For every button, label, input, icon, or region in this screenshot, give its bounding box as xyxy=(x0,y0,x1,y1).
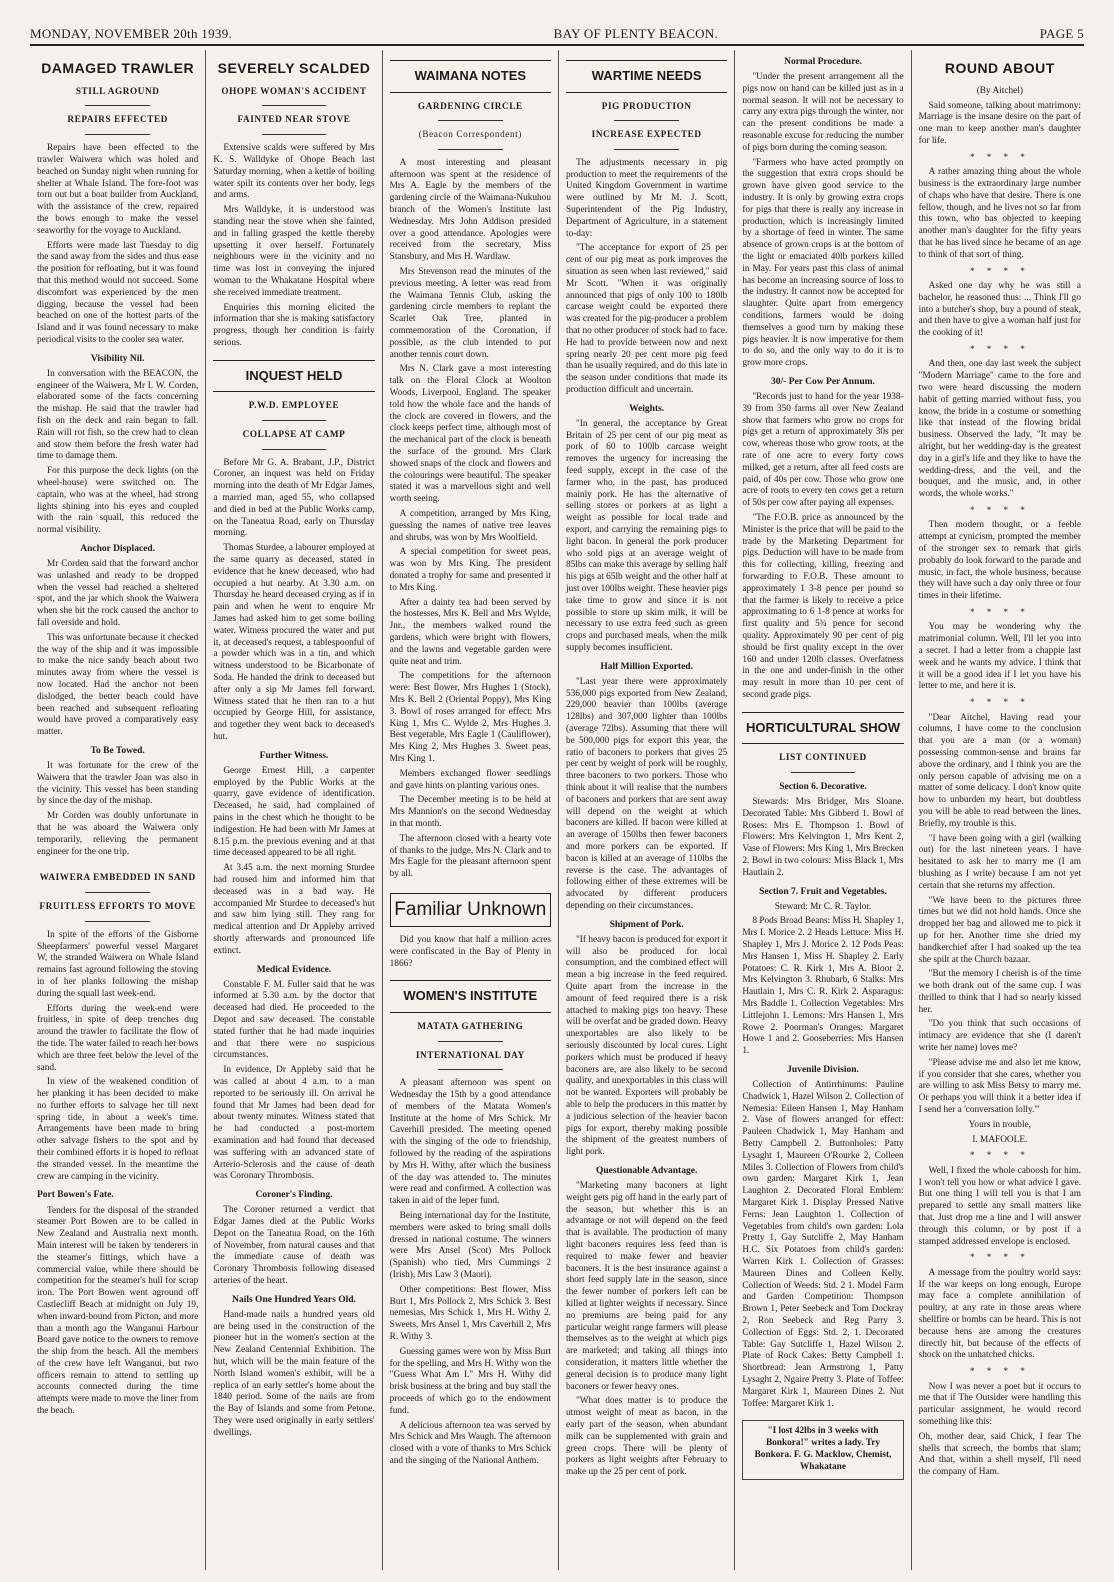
paragraph: Mrs Stevenson read the minutes of the previous meeting. A letter was read from the Waimana Tennis Club, asking the gardening circle members to replant the Scarlet Oak Tree, planted in commemoration of the Coronation, if possible, as the club intended to put another tennis court down. xyxy=(389,267,551,360)
issue-date: MONDAY, NOVEMBER 20th 1939. xyxy=(30,26,233,41)
paragraph: Members exchanged flower seedlings and gave hints on planting various ones. xyxy=(389,768,551,791)
paragraph: The December meeting is to be held at Mrs Mannion's on the second Wednesday in that month. xyxy=(389,795,551,829)
paragraph: Mr Corden said that the forward anchor was unlashed and ready to be dropped when the vessel had reached a sheltered spot, and the jar which shook the Waiwera when she bit the rock caused the anchor to fall overside and hold. xyxy=(37,558,199,628)
paragraph: "The acceptance for export of 25 per cent of our pig meat as pork improves the situation as seen when last reviewed," said Mr Scott. "When it was originally announced that pigs of only 100 to 180lb carcase weight could be exported there was created for the pig-producer a problem that no other producer of stock had to face. He had to provide between now and next spring nearly 20 per cent more pig feed than he usually required, and do this late in the season under conditions that made its production difficult and uncertain. xyxy=(565,243,728,396)
stars-separator: * * * * xyxy=(969,606,1030,617)
paragraph: Collection of Antirrhinums: Pauline Chadwick 1, Hazel Wilson 2. Collection of Nemesia: Eileen Hansen 1, May Hanham 2. Vase of flowers arranged for effect: Pauleen Chadwick 1, May Hanham and Betty Campbell 2. Buttonholes: Patty Lysaght 1, Maureen O'Rourke 2, Colleen Miles 3. Collection of Flowers from child's own garden: Margaret Kirk 1, Jean Laughton 2. Decorated Floral Emblem: Margaret Kirk 1. Display Pressed Native Ferns: Jean Laughton 1. Collection of Vegetables from child's own garden: Lola Pretty 1, Gay Sutcliffe 2, May Hanham H.C. Six Potatoes from child's garden: Warren Kirk 1. Collection of Grasses: Maureen Dines and Colleen Kelly. Collection of Weeds: Std. 2 1. Model Farm and Garden Competition: Thompson Brown 1, Peter Seebeck and Tom Dockray 2, Ron Seebeck and Reg Parry 3. Collection of Eggs: Std. 2, 1. Decorated Table: Gay Sutcliffe 1, Hazel Wilson 2. Plate of Rock Cakes: Betty Campbell 1. Shortbread: Jean Armstrong 1, Patty Lysaght 2, Ngaire Pretty 3. Plate of Toffee: Margaret Kirk 1, Maureen Dines 2. Nut Toffee: Margaret Kirk 1. xyxy=(742,1080,904,1409)
headline-severely-scalded: SEVERELY SCALDED xyxy=(217,60,371,76)
paragraph: Mrs N. Clark gave a most interesting talk on the Floral Clock at Woolton Woods, Liverpool, England. The speaker told how the whole face and the hands of the clock are covered in flowers, and the clock keeps perfect time, although most of the mechanical part of the clock is beneath the surface of the ground. Mrs Clark showed snaps of the clock and flowers and the colourings were beautiful. The speaker stated it was a marvellous sight and well worth seeing. xyxy=(389,364,551,505)
subheading: 30/- Per Cow Per Annum. xyxy=(771,376,875,387)
headline-wartime-needs: WARTIME NEEDS xyxy=(566,60,727,93)
subheading: Normal Procedure. xyxy=(784,57,862,67)
paragraph: A message from the poultry world says: If the war keeps on long enough, Europe may face a complete annihilation of poultry, at any rate in those areas where shellfire or bombs can be heard. This is not because hens are among the creatures directly hit, but because of the effects of shock on the unhatched chicks. xyxy=(918,1267,1081,1361)
subheading: Further Witness. xyxy=(259,750,329,761)
page-columns xyxy=(30,50,1088,1570)
divider xyxy=(438,149,503,150)
paragraph: Efforts during the week-end were fruitless, in spite of deep trenches dug around the trawler to facilitate the flow of the tide. The water failed to reach her bows which are three feet below the level of the sand. xyxy=(37,1003,199,1073)
divider xyxy=(262,134,327,135)
paragraph: Asked one day why he was still a bachelor, he reasoned thus: ... Think I'll go into a butcher's shop, buy a pound of steak, and then have to give a woman half just for the cooking of it! xyxy=(918,280,1081,339)
divider xyxy=(614,149,679,150)
paragraph: This was unfortunate because it checked the way of the ship and it was impossible to make the nice sandy beach about two minutes away from where the vessel is now located. Had the anchor not been dislodged, the better beach could have been reached and subsequent refloating would have proved a comparatively easy matter. xyxy=(37,632,199,738)
deck: FRUITLESS EFFORTS TO MOVE xyxy=(39,901,196,912)
headline-inquest-held: INQUEST HELD xyxy=(213,360,374,393)
column-6 xyxy=(912,50,1088,1570)
paragraph: Enquiries this morning elicited the information that she is making satisfactory progress, though her condition is fairly serious. xyxy=(213,302,375,348)
paragraph: Now I was never a poet but it occurs to me that if The Outsider were handling this particular assignment, he would record something like this: xyxy=(918,1381,1081,1428)
headline-horticultural-show: HORTICULTURAL SHOW xyxy=(742,712,903,745)
familiar-unknown-box: Familiar Unknown xyxy=(390,893,551,927)
divider xyxy=(438,120,503,121)
paragraph: "If heavy bacon is produced for export it will also be produced for local consumption, and the combined effect will mean a big increase in the feed required. Quite apart from the increase in the amount of feed required there is a risk attached to making pigs too heavy. These will be overfat and be graded down. Heavy unexportables are also likely to be seriously discounted by local cures. Light porkers which must be produced if heavy baconers are, are also likely to be second quality, and unexportables in this class will not be wanted. Exporters will probably be able to help the producers in this matter by a judicious selection of the heavier bacon pigs for export, thereby making possible the shipment of the greatest numbers of light pork. xyxy=(565,934,728,1158)
paragraph: The competitions for the afternoon were: Best flower, Mrs Hughes 1 (Stock), Mrs K. Bell 2 (Oriental Poppy), Mrs King 3. Bowl of roses arranged for effect: Mrs King 1, Mrs C. Wylde 2, Mrs Hughes 3. Best vegetable, Mrs Eagle 1 (Cauliflower), Mrs King 2, Mrs Hughes 3. Sweet peas, Mrs King 1. xyxy=(389,671,551,764)
stars-separator: * * * * xyxy=(969,343,1030,354)
paragraph: For this purpose the deck lights (on the wheel-house) were switched on. The captain, who was at the wheel, had strong lights shining into his eyes and coupled with the rain squall, this reduced the normal visibility. xyxy=(37,466,199,536)
signoff: Yours in trouble, xyxy=(968,1119,1031,1130)
deck: P.W.D. EMPLOYEE xyxy=(248,400,340,411)
bonkora-advert: "I lost 42lbs in 3 weeks with Bonkora!" writes a lady. Try Bonkora. F. G. Macklow, Chemist, Whakatane xyxy=(742,1420,903,1479)
divider xyxy=(438,1069,503,1070)
paragraph: Constable F. M. Fuller said that he was informed at 5.30 a.m. by the doctor that deceased had died. He proceeded to the Depot and saw deceased. The constable stated further that he had made inquiries and that there were no suspicious circumstances. xyxy=(213,979,375,1061)
divider xyxy=(85,921,150,922)
paragraph: Hand-made nails a hundred years old are being used in the construction of the pioneer hut in the women's section at the New Zealand Centennial Exhibition. The hut, which will be the main feature of the North Island women's exhibit, will be a replica of an early settler's home about the 1840 period. Some of the nails are from the Bay of Islands and some from Petone. They were used originally in early settlers' dwellings. xyxy=(213,1309,375,1438)
divider xyxy=(85,105,150,106)
steward-line: Steward: Mr C. R. Taylor. xyxy=(774,901,872,912)
paragraph: It was fortunate for the crew of the Waiwera that the trawler Joan was also in the vicinity. This vessel has been standing by since the day of the mishap. xyxy=(37,760,199,807)
divider xyxy=(262,420,327,421)
column-1 xyxy=(30,50,206,1570)
paragraph: The Coroner returned a verdict that Edgar James died at the Public Works Depot on the Taneatua Road, on the 16th of November, from natural causes and that the immediate cause of death was Coronary Thrombosis following diseased arteries of the heart. xyxy=(213,1205,375,1286)
stars-separator: * * * * xyxy=(969,1252,1030,1263)
paragraph: Extensive scalds were suffered by Mrs K. S. Walldyke of Ohope Beach last Saturday morning, when a kettle of boiling water spilt its contents over her body, legs and arms. xyxy=(213,143,375,201)
paragraph: "Last year there were approximately 536,000 pigs exported from New Zealand, 229,000 heavier than 100lbs (average 128lbs) and 307,000 lighter than 100lbs (average 72lbs). Assuming that there will be 500,000 pigs for export this year, the ratio of baconers to porkers that gives 25 per cent by weight of pork will be roughly, three baconers to two porkers. Those who think about it will realise that the numbers of baconers and porkers that are sent away will depend on the weight at which baconers are killed. If bacon were killed at an average of 150lbs then fewer baconers and more porkers can be exported. If bacon is killed at an average of 110lbs the reverse is the case. The advantages of following either of these extremes will be advocated by different producers depending on their circumstances. xyxy=(565,676,728,912)
divider xyxy=(791,772,856,773)
deck: MATATA GATHERING xyxy=(417,1020,524,1031)
deck: LIST CONTINUED xyxy=(779,752,867,763)
subheading: Anchor Displaced. xyxy=(80,543,156,554)
paragraph: Stewards: Mrs Bridger, Mrs Sloane. Decorated Table: Mrs Gibberd 1. Bowl of Roses: Mrs E. Thompson 1. Bowl of Flowers: Mrs Kelvington 1, Mrs Kent 2, Vase of Flowers: Mrs King 1, Mrs Brecken 2. Bowl in two colours: Miss Black 1, Mrs Hautlain 2. xyxy=(742,797,904,878)
subheading: Juvenile Division. xyxy=(787,1065,859,1076)
signature-name: I. MAFOOLE. xyxy=(972,1134,1028,1145)
paragraph: 8 Pods Broad Beans: Miss H. Shapley 1, Mrs I. Morice 2. 2 Heads Lettuce: Miss H. Shapley 1, Mrs J. Morice 2. 12 Pods Peas: Mrs Hansen 1, Miss H. Shapley 2. Early Potatoes: C. R. Kirk 1, Mrs A. Bloor 2. Mrs Kelvington 3. Rhubarb, 6 Stalks: Mrs Hautlain 1, Mrs C. R. Kirk 2. Asparagus: Mrs Baddle 1. Collection Vegetables: Mrs Littlejohn 1. Lemons: Mrs Hansen 1, Mrs Rowe 2. Poorman's Oranges: Margaret Howe 1 and 2. Gooseberries: Mrs Hansen 1. xyxy=(742,916,904,1057)
paragraph: Well, I fixed the whole caboosh for him. I won't tell you how or what advice I gave. But one thing I will tell you is that I am prepared to settle any small matters like that. Just drop me a line and I will answer through this column, or by post if a stamped addressed envelope is enclosed. xyxy=(918,1165,1081,1247)
headline-round-about: ROUND ABOUT xyxy=(944,60,1055,76)
deck: INCREASE EXPECTED xyxy=(591,129,702,140)
paragraph: A pleasant afternoon was spent on Wednesday the 15th by a good attendance of members of the Matata Women's Institute at the home of Mrs Schick. Mr Caverhill presided. The meeting opened with the singing of the ode to friendship, followed by the reading of the aspirations by Mrs H. Withy, after which the business of the day was attended to. The minutes were read and confirmed. A collection was taken in aid of the leper fund. xyxy=(389,1078,551,1207)
paragraph: Said someone, talking about matrimony: Marriage is the insane desire on the part of one man to keep another man's daughter for life. xyxy=(918,100,1081,146)
masthead xyxy=(30,22,1084,46)
paragraph: In conversation with the BEACON, the engineer of the Waiwera, Mr I. W. Corden, elaborated some of the facts concerning the mishap. He said that the trawler had fish on the deck and rain began to fall. Rain will rot fish, so the crew had to clean and stow them before the fresh water had time to damage them. xyxy=(37,368,199,462)
subheading: Coroner's Finding. xyxy=(255,1190,333,1201)
divider xyxy=(438,1041,503,1042)
subheading: Shipment of Pork. xyxy=(609,919,684,930)
deck: OHOPE WOMAN'S ACCIDENT xyxy=(221,85,367,96)
stars-separator: * * * * xyxy=(969,697,1030,708)
headline-waimana-notes: WAIMANA NOTES xyxy=(390,60,551,93)
column-4 xyxy=(559,50,735,1570)
paragraph: At 3.45 a.m. the next morning Sturdee had roused him and informed him that deceased was in a bad way. He accompanied Mr Sturdee to deceased's hut and saw him lying still. They rang for medical attention and Dr Appleby arrived shortly afterwards and pronounced life extinct. xyxy=(213,863,375,956)
paragraph: In spite of the efforts of the Gisborne Sheepfarmers' powerful vessel Margaret W, the stranded Waiwera on Whale Island remains fast aground following the stoving in of her planks following the mishap during the squall last week-end. xyxy=(37,929,199,999)
column-2 xyxy=(206,50,382,1570)
byline: (By Aitchel) xyxy=(976,85,1023,96)
paper-title: BAY OF PLENTY BEACON. xyxy=(553,26,719,41)
subheading: Section 7. Fruit and Vegetables. xyxy=(759,886,887,897)
divider xyxy=(85,134,150,135)
paragraph: A special competition for sweet peas, was won by Mrs King. The president donated a trophy for same and presented it to Mrs King. xyxy=(389,547,551,593)
paragraph: "We have been to the pictures three times but we did not hold hands. Once she dropped her bag and allowed me to pick it up for her. Another time she dried my handkerchief after I had soaked up the tea she spilt at the Church bazaar. xyxy=(918,895,1081,965)
paragraph: "Do you think that such occasions of intimacy are evidence that she (I daren't write her name) loves me? xyxy=(918,1019,1081,1054)
paragraph: Tenders for the disposal of the stranded steamer Port Bowen are to be called in New Zealand and Australia next month. Main interest will be taken by tenderers in the steamer's fittings, which have a commercial value, while there should be competition for the steamer's hull for scrap iron. The Port Bowen went aground off Castlecliff Beach at midnight on July 19, when inward-bound from Picton, and more than a month ago the Wanganui Harbour Board gave notice to the owners to remove the ship from the beach. All the members of the crew have left Wanganui, but two officers remain to attend to settling up accounts connected during the time attempts were made to move the liner from the beach. xyxy=(37,1205,199,1417)
paragraph: "Records just to hand for the year 1938-39 from 350 farms all over New Zealand show that farmers who grow no crops for pigs get a return of approximately 30s per cow, whereas those who grow roots, at the rate of one acre to every forty cows milked, get a return, after all feed costs are paid, of 40s per cow. Those who grow one acre of roots to every ten cows get a return of 50s per cow after paying all expenses. xyxy=(742,392,904,509)
divider xyxy=(262,449,327,450)
paragraph: A delicious afternoon tea was served by Mrs Schick and Mrs Waugh. The afternoon closed with a vote of thanks to Mrs Schick and the singing of the National Anthem. xyxy=(389,1420,551,1466)
paragraph: "In general, the acceptance by Great Britain of 25 per cent of our pig meat as pork of 60 to 100lb carcase weight removes the urgency for increasing the feed supply, except in the case of the farmer who, in the past, has produced mainly pork. He has the alternative of selling stores or porkers at as light a weight as possible for local trade and export, and carrying the remaining pigs to light bacon. In general the pork producer who sold pigs at an average weight of 85lbs can make this average by selling half his pigs at 65lb weight and the other half at just over 100lbs weight. These heavier pigs take time to grow and since it is not possible to store up skim milk, it will be necessary to use extra feed such as green crops and purchased meals, when the milk supply becomes insufficient. xyxy=(565,418,728,654)
paragraph: Other competitions: Best flower, Miss Burt 1, Mrs Pollock 2, Mrs Schick 3. Best nemesias, Mrs Schick 1, Mrs H. Withy 2. Sweets, Mrs Ansel 1, Mrs Caverhill 2, Mrs R. Withy 3. xyxy=(389,1284,551,1343)
paragraph: A most interesting and pleasant afternoon was spent at the residence of Mrs A. Eagle by the members of the gardening circle of the Waimana-Nukuhou branch of the Women's Institute last Wednesday. Mrs John Addison presided over a good attendance. Apologies were received from the secretary, Miss Stansbury, and Mrs H. Wardlaw. xyxy=(389,157,551,263)
paragraph: Repairs have been effected to the trawler Waiwera which was holed and beached on Sunday night when running for shelter at Whale Island. The fore-foot was torn out but a boat builder from Auckland, with the assistance of the crew, repaired the bows enough to make the vessel seaworthy for the voyage to Auckland. xyxy=(37,143,199,236)
subheading: Port Bowen's Fate. xyxy=(37,1190,114,1201)
subheading: Section 6. Decorative. xyxy=(779,781,867,792)
deck: FAINTED NEAR STOVE xyxy=(237,114,351,125)
subheading: Visibility Nil. xyxy=(90,353,145,364)
paragraph: Efforts were made last Tuesday to dig the sand away from the sides and thus ease the position for refloating, but it was found that this method would not succeed. Some discomfort was experienced by the men digging, because the vessel had been beached on one of the hottest parts of the Island and it was found necessary to make periodical visits to the cooler sea water. xyxy=(37,240,199,345)
paragraph: "Marketing many baconers at light weight gets pig off hand in the early part of the season, but whether this is an advantage or not will depend on the feed that is available. The production of many light baconers requires less feed than is required to make fewer and heavier baconers. It is the best insurance against a short feed supply late in the season, since the fewer number of porkers left can be killed at lighter weights if necessary. Since no premiums are being paid for any particular weight range farmers will please themselves as to the weight at which pigs are marketed; and taking all things into consideration, it matters little whether the general decision is to produce many light baconers or fewer heavy ones. xyxy=(565,1181,728,1392)
paragraph: Then modern thought, or a feeble attempt at cynicism, prompted the member of the stronger sex to remark that girls probably do look forward to the parade and music, in fact, the whole business, because they will have such a day only three or four times in their lifetime. xyxy=(918,520,1081,602)
paragraph: Before Mr G. A. Brabant, J.P., District Coroner, an inquest was held on Friday morning into the death of Mr Edgar James, a married man, aged 55, who collapsed and died in bed at the Public Works camp, on the Taneatua Road, early on Thursday morning. xyxy=(213,457,375,539)
paragraph: "I have been going with a girl (walking out) for the last nineteen years. I have hesitated to ask her to marry me (I am blushing as I write) because I am not yet certain that she returns my affection. xyxy=(918,833,1081,891)
paragraph: The adjustments necessary in pig production to meet the requirements of the United Kingdom Government in wartime were outlined by Mr M. J. Scott, Superintendent of the Pig Industry, Department of Agriculture, in a statement to-day: xyxy=(565,157,728,239)
paragraph: And then, one day last week the subject "Modern Marriage" came to the fore and two were heard discussing the modern habit of getting married without fuss, you know, the bride in a costume or something like that instead of the flowing bridal business. Observed the lady, "It may be alright, but her wedding-day is the greatest day in a girl's life and they like to have the wedding-dress, and the veil, and the bouquet, and the music, and, in other words, the whole works." xyxy=(918,359,1081,500)
deck: STILL AGROUND xyxy=(75,85,160,96)
paragraph: In view of the weakened condition of her planking it has been decided to make no further efforts to salvage her till next spring tide, in about a week's time. Arrangements have been made to bring other salvage fishers to the spot and by their combined efforts it is hoped to refloat the stranded vessel. In the meantime the crew are camping in the vicinity. xyxy=(37,1077,199,1182)
paragraph: Mr Corden was doubly unfortunate in that he was aboard the Waiwera only temporarily, relieving the permanent engineer for the one trip. xyxy=(37,811,199,857)
paragraph: "Dear Aitchel, Having read your columns, I have come to the conclusion that you are a man (or a woman) possessing common-sense and brains far above the ordinary, and I think you are the only person capable of advising me on a matter of some delicacy. I don't know quite how to unburden my heart, but doubtless you will be able to read between the lines. Briefly, my trouble is this. xyxy=(918,712,1081,829)
divider xyxy=(614,120,679,121)
paragraph: After a dainty tea had been served by the hostesses, Mrs K. Bell and Mrs Wylde, Jnr., the members walked round the gardens, which were bright with flowers, and the lawns and vegetable garden were quite neat and trim. xyxy=(389,597,551,667)
paragraph: "The F.O.B. price as announced by the Minister is the price that will be paid to the trade by the Marketing Department for pigs. Deduction will have to be made from this for collecting, killing, freezing and forwarding to F.O.B. These amount to approximately 1 3-8 pence per pound so that the farmer is likely to receive a price approximating to 6 1-8 pence at works for first quality and 5¾ pence for second quality. Approximately 90 per cent of pig should be first quality except in the over 160 and under 120lb classes. Overfatness in the one and under-finish in the other may result in more than 10 per cent of second grade pigs. xyxy=(742,513,904,700)
paragraph: In evidence, Dr Appleby said that he was called at about 4 a.m. to a man reported to be seriously ill. On arrival he found that Mr James had been dead for about twenty minutes. Witness stated that he had conducted a post-mortem examination and had found that deceased was suffering with an advanced state of Arterio-Sclerosis and the cause of death was Coronary Thrombosis. xyxy=(213,1065,375,1182)
subheading: Half Million Exported. xyxy=(600,661,693,672)
paragraph: Thomas Sturdee, a labourer employed at the same quarry as deceased, stated in evidence that he knew deceased, who had occupied a hut nearby. At 3.30 a.m. on Thursday he heard deceased crying as if in pain and when he went to enquire Mr James had asked him to get some boiling water. Witness procured the water and put it, at deceased's request, a tablespoonful of a powder which was in a tin, and which witness understood to be Bicarbonate of Soda. He handed the drink to deceased but after only a sip Mr James fell forward. Witness stated that he then ran to a hut occupied by George Hill, for assistance, and together they went back to deceased's hut. xyxy=(213,543,375,742)
deck: INTERNATIONAL DAY xyxy=(415,1049,525,1060)
page-number: PAGE 5 xyxy=(1039,26,1084,41)
stars-separator: * * * * xyxy=(969,1150,1030,1161)
column-5 xyxy=(735,50,911,1570)
subheading: To Be Towed. xyxy=(90,745,145,756)
subheading: Weights. xyxy=(629,403,665,414)
stars-separator: * * * * xyxy=(969,1366,1030,1377)
column-3 xyxy=(383,50,559,1570)
paragraph: A competition, arranged by Mrs King, guessing the names of native tree leaves and shrubs, was won by Mrs Woolfield. xyxy=(389,508,551,543)
paragraph: George Ernest Hill, a carpenter employed by the Public Works at the quarry, gave evidence of identification. Deceased, he said, had complained of pains in the chest which he thought to be indigestion. He had been with Mr James at 8.15 p.m. the previous evening and at that time deceased appeared to be all right. xyxy=(213,765,375,859)
byline: (Beacon Correspondent) xyxy=(418,129,522,140)
paragraph: "Farmers who have acted promptly on the suggestion that extra crops should be grown have given good service to the industry. It is only by growing extra crops for pigs that there is really any increase in production, which is increasingly limited by a shortage of feed in winter. The same absence of grown crops is at the bottom of the light or emaciated 40lb porkers killed in May. For years past this class of animal has become an increasing source of loss to the industry. It cannot now be accepted for slaughter. Quite apart from emergency conditions, farmers would be doing themselves a good turn by making these pigs heavier. It is now imperative for them to do so, and the only way to do it is to grow more crops. xyxy=(742,157,904,369)
paragraph: The afternoon closed with a hearty vote of thanks to the judge, Mrs N. Clark and to Mrs Eagle for the pleasant afternoon spent by all. xyxy=(389,833,551,880)
deck: PIG PRODUCTION xyxy=(601,100,692,111)
deck: GARDENING CIRCLE xyxy=(417,100,523,111)
subheading: Medical Evidence. xyxy=(256,964,332,975)
deck: COLLAPSE AT CAMP xyxy=(242,428,346,439)
deck: REPAIRS EFFECTED xyxy=(67,114,168,125)
subheading: Nails One Hundred Years Old. xyxy=(232,1294,356,1305)
subheading: Questionable Advantage. xyxy=(595,1166,698,1177)
paragraph: Guessing games were won by Miss Burt for the spelling, and Mrs H. Withy won the "Guess What Am I." Mrs H. Withy did brisk business at the bring and buy stall the proceeds of which go to the endowment fund. xyxy=(389,1346,551,1416)
paragraph: Did you know that half a million acres were confiscated in the Bay of Plenty in 1866? xyxy=(389,935,551,969)
paragraph: You may be wondering why the matrimonial column. Well, I'll let you into a secret. I had a letter from a chappie last week and he wants my advice. I think that it will be a good idea if I let you have his letter to me, and here it is. xyxy=(918,622,1081,692)
headline-waiwera-embedded: WAIWERA EMBEDDED IN SAND xyxy=(39,872,196,883)
headline-womens-institute: WOMEN'S INSTITUTE xyxy=(390,980,551,1013)
stars-separator: * * * * xyxy=(969,151,1030,162)
divider xyxy=(262,105,327,106)
stars-separator: * * * * xyxy=(969,504,1030,515)
divider xyxy=(85,892,150,893)
stars-separator: * * * * xyxy=(969,265,1030,276)
paragraph: "But the memory I cherish is of the time we both drank out of the same cup. I was thrilled to think that I had so nearly kissed her. xyxy=(918,969,1081,1015)
paragraph: "Please advise me and also let me know, if you consider that she cares, whether you are willing to ask Miss Betsy to marry me. Or perhaps you will think it a better idea if I send her a 'conversation lolly.'" xyxy=(918,1057,1081,1116)
headline-damaged-trawler: DAMAGED TRAWLER xyxy=(41,60,195,76)
paragraph: "What does matter is to produce the utmost weight of meat as bacon, in the early part of the season, when abundant milk can be supplemented with grain and green crops. There will be plenty of porkers as light weights after February to make up the 25 per cent of pork. xyxy=(565,1396,728,1478)
paragraph: Being international day for the Institute, members were asked to bring small dolls dressed in national costume. The winners were Mrs Ansel (Scot) Mrs Pollock (Spanish) who tied, Mrs Cummings 2 (Irish), Mrs Law 3 (Maori). xyxy=(389,1211,551,1281)
paragraph: A rather amazing thing about the whole business is the extraordinary large number of chaps who have that desire. There is one fellow, though, and he lives not so far from this town, who has objected to keeping another man's daughter for the fifty years that he has lived since he became of an age to think of that sort of thing. xyxy=(918,167,1081,260)
paragraph: "Under the present arrangement all the pigs now on hand can be killed just as in a normal season. It will not be necessary to carry any extra pigs through the winter, nor can the present conditions be made a reasonable excuse for reducing the number of pigs born during the coming season. xyxy=(742,72,904,153)
poem: Oh, mother dear, said Chick, I fear The shells that screech, the bombs that slam; And that, within a shell myself, I'll need the company of Ham. xyxy=(918,1431,1081,1478)
paragraph: Mrs Walldyke, it is understood was standing near the stove when she fainted, and in falling grasped the kettle thereby upsetting it over herself. Fortunately neighbours were in the vicinity and no time was lost in conveying the injured woman to the Whakatane Hospital where she received immediate treatment. xyxy=(213,205,375,298)
